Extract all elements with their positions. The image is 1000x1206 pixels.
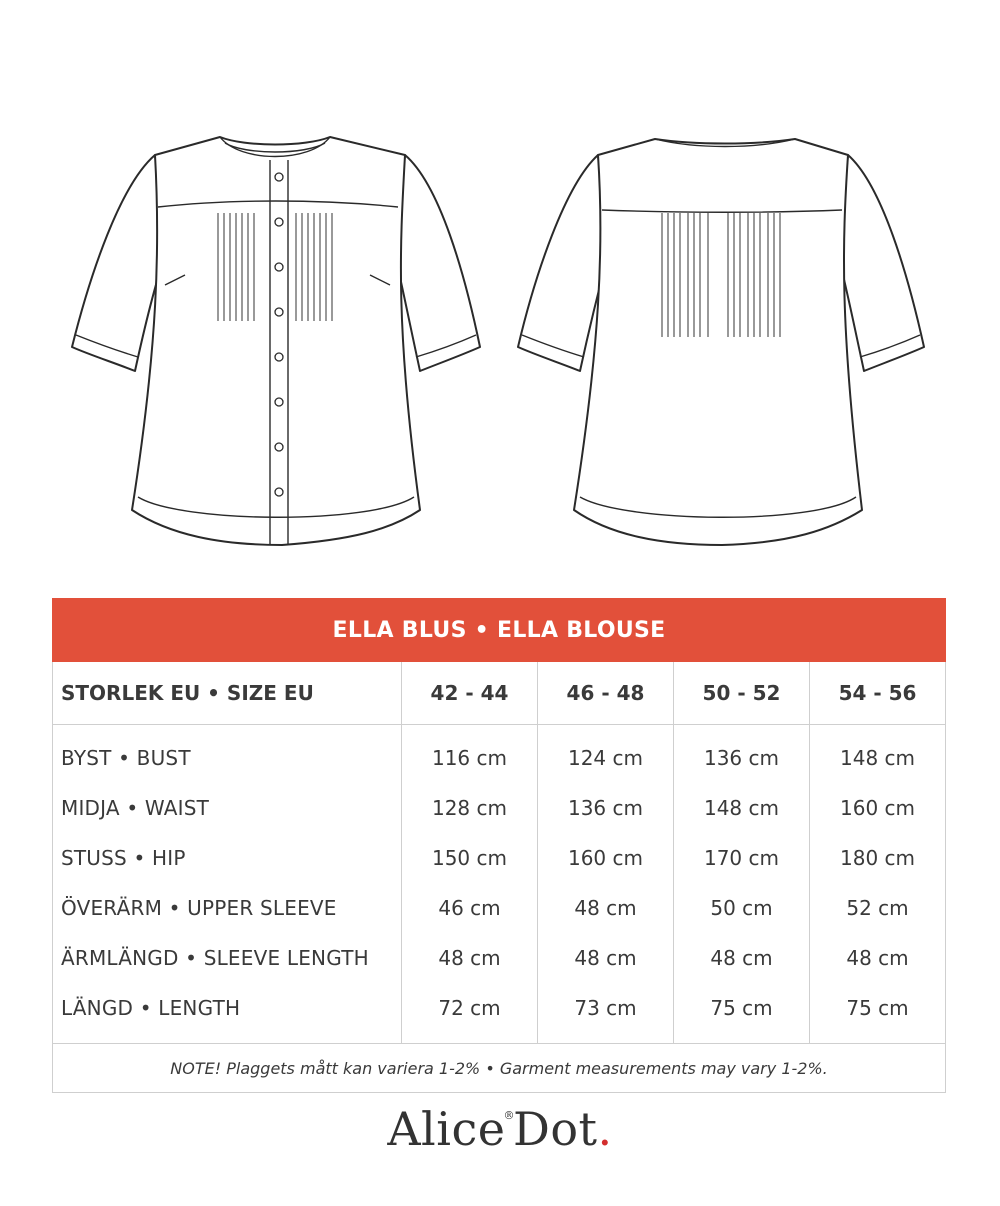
- table-row-bust: [53, 725, 946, 784]
- garment-illustrations: [0, 0, 1000, 580]
- cell-value: 148 cm: [810, 725, 946, 784]
- cell-value: 128 cm: [402, 783, 538, 833]
- blouse-back-drawing: [510, 125, 940, 565]
- logo-name-part1: Alice: [387, 1102, 506, 1156]
- cell-value: 48 cm: [674, 933, 810, 983]
- size-header-row: [53, 662, 946, 725]
- cell-value: 136 cm: [538, 783, 674, 833]
- table-title: ELLA BLUS • ELLA BLOUSE: [53, 599, 946, 662]
- size-chart-table: [52, 598, 946, 1093]
- note-row: [53, 1044, 946, 1093]
- cell-value: 75 cm: [674, 983, 810, 1044]
- cell-value: 124 cm: [538, 725, 674, 784]
- cell-value: 52 cm: [810, 883, 946, 933]
- size-header-42-44: 42 - 44: [402, 662, 538, 725]
- row-label: MIDJA • WAIST: [53, 783, 402, 833]
- row-label: ÖVERÄRM • UPPER SLEEVE: [53, 883, 402, 933]
- size-header-50-52: 50 - 52: [674, 662, 810, 725]
- table-row-upper-sleeve: [53, 883, 946, 933]
- row-label: ÄRMLÄNGD • SLEEVE LENGTH: [53, 933, 402, 983]
- table-title-row: [53, 599, 946, 662]
- row-label: LÄNGD • LENGTH: [53, 983, 402, 1044]
- logo-red-dot: .: [597, 1102, 613, 1156]
- size-header-54-56: 54 - 56: [810, 662, 946, 725]
- table-row-sleeve-length: [53, 933, 946, 983]
- cell-value: 170 cm: [674, 833, 810, 883]
- row-label: BYST • BUST: [53, 725, 402, 784]
- logo-name-part2: Dot: [512, 1102, 598, 1156]
- cell-value: 75 cm: [810, 983, 946, 1044]
- alicedot-logo: [0, 1102, 1000, 1156]
- registered-mark: ®: [503, 1109, 515, 1122]
- blouse-front-drawing: [60, 125, 490, 565]
- table-row-hip: [53, 833, 946, 883]
- cell-value: 48 cm: [538, 933, 674, 983]
- cell-value: 48 cm: [810, 933, 946, 983]
- cell-value: 150 cm: [402, 833, 538, 883]
- cell-value: 160 cm: [810, 783, 946, 833]
- size-header-label: STORLEK EU • SIZE EU: [53, 662, 402, 725]
- cell-value: 48 cm: [402, 933, 538, 983]
- cell-value: 180 cm: [810, 833, 946, 883]
- row-label: STUSS • HIP: [53, 833, 402, 883]
- size-header-46-48: 46 - 48: [538, 662, 674, 725]
- cell-value: 48 cm: [538, 883, 674, 933]
- cell-value: 148 cm: [674, 783, 810, 833]
- table-row-waist: [53, 783, 946, 833]
- cell-value: 50 cm: [674, 883, 810, 933]
- cell-value: 160 cm: [538, 833, 674, 883]
- cell-value: 72 cm: [402, 983, 538, 1044]
- cell-value: 73 cm: [538, 983, 674, 1044]
- table-row-length: [53, 983, 946, 1044]
- cell-value: 116 cm: [402, 725, 538, 784]
- cell-value: 136 cm: [674, 725, 810, 784]
- measurement-note: NOTE! Plaggets mått kan variera 1-2% • Garment measurements may vary 1-2%.: [53, 1044, 946, 1093]
- cell-value: 46 cm: [402, 883, 538, 933]
